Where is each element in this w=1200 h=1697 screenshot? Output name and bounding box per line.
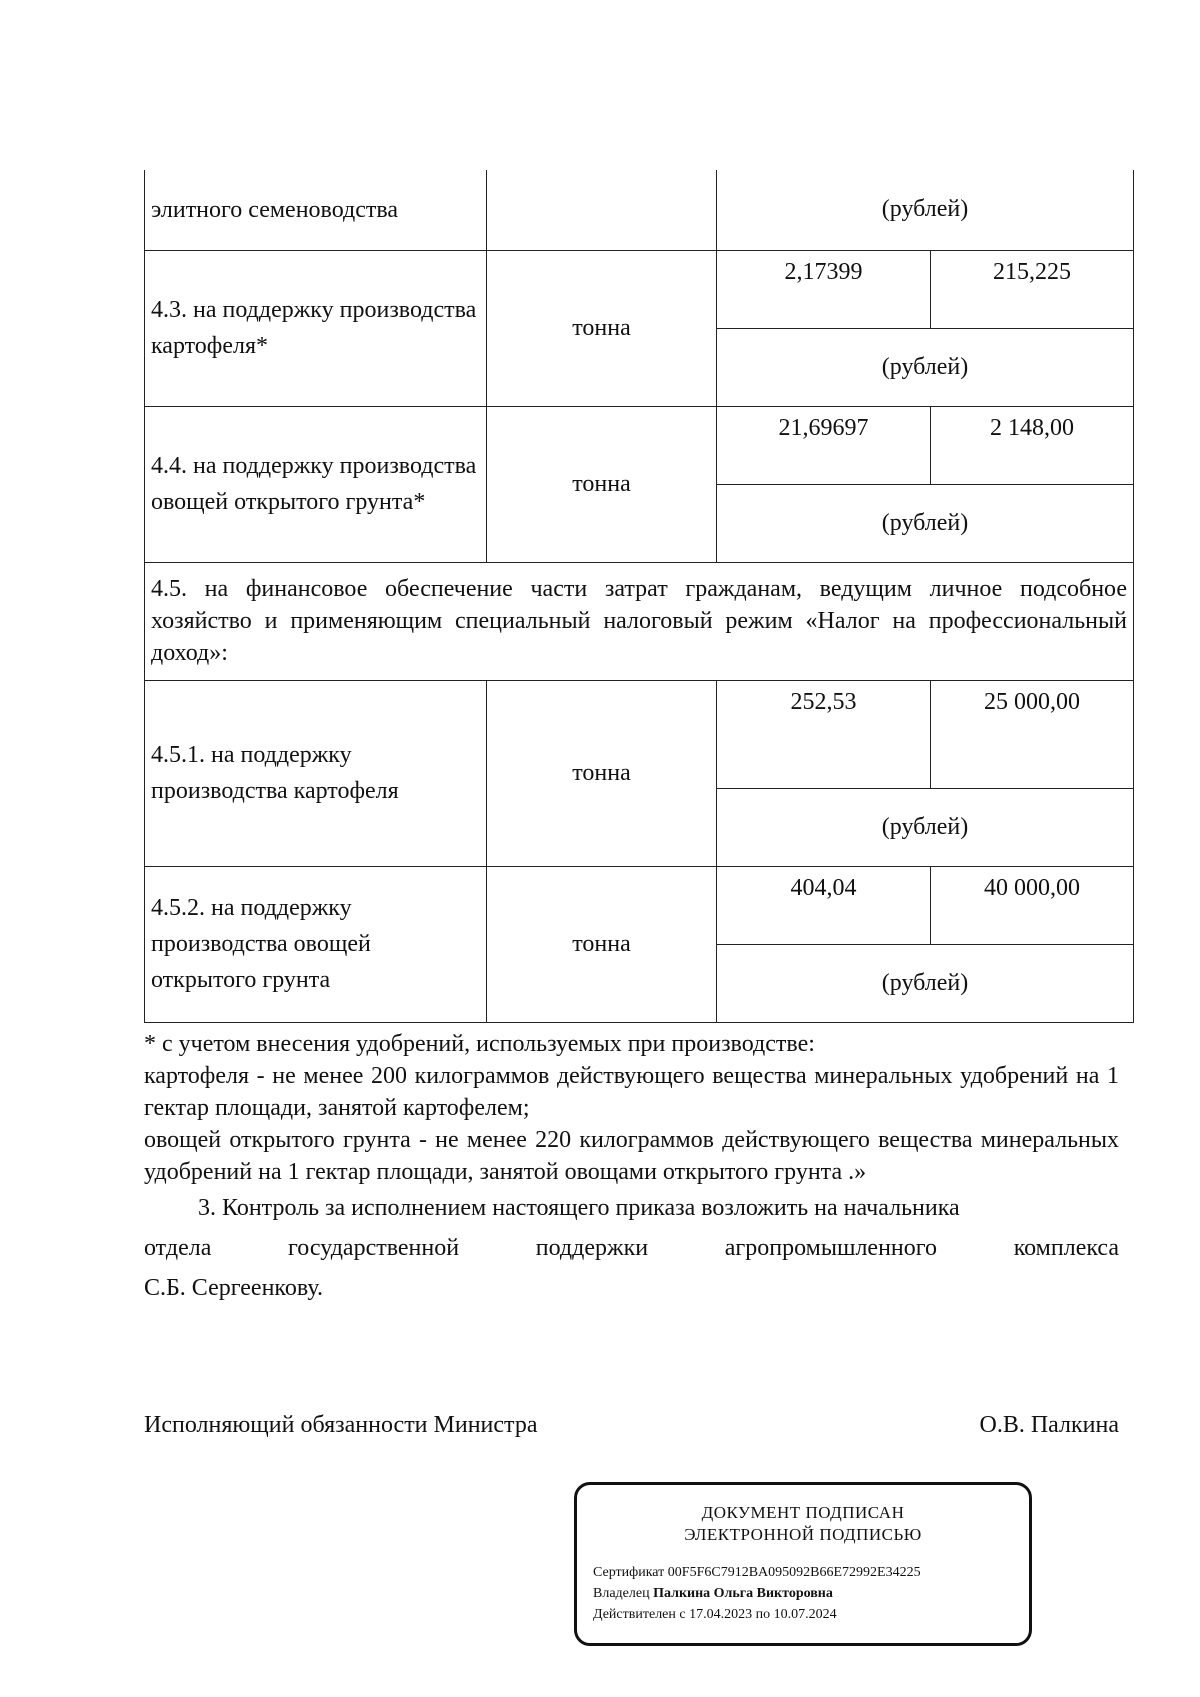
row-sum: 25 000,00 [931, 680, 1134, 788]
e-signature-stamp [574, 1482, 1032, 1646]
row-rate: 252,53 [717, 680, 931, 788]
row-note: (рублей) [717, 328, 1134, 406]
control-paragraph-line2: отдела государственной поддержки агропромышленного комплекса [144, 1235, 1119, 1261]
table-row [145, 170, 1134, 250]
row-name: 4.3. на поддержку производства картофеля* [145, 250, 487, 406]
stamp-title-line2: ЭЛЕКТРОННОЙ ПОДПИСЬЮ [684, 1525, 922, 1544]
stamp-validity: Действителен с 17.04.2023 по 10.07.2024 [593, 1607, 837, 1622]
stamp-cert-value: 00F5F6C7912BA095092B66E72992E34225 [667, 1565, 921, 1580]
signature-line [144, 1412, 1119, 1439]
potato-note: картофеля - не менее 200 килограммов действующего вещества минеральных удобрений на 1 гектар площади, занятой картофелем; [144, 1063, 1119, 1121]
row-unit: тонна [487, 680, 717, 866]
footnote: * с учетом внесения удобрений, используемых при производстве: [144, 1031, 815, 1057]
table-row [145, 250, 1134, 328]
subsidy-rates-table [144, 170, 1134, 1023]
stamp-owner-label: Владелец [593, 1586, 650, 1601]
control-paragraph-line3: С.Б. Сергеенкову. [144, 1275, 323, 1301]
table-row [145, 406, 1134, 484]
row-rate: 21,69697 [717, 406, 931, 484]
row-unit: тонна [487, 866, 717, 1022]
row-note: (рублей) [717, 944, 1134, 1022]
stamp-title-line1: ДОКУМЕНТ ПОДПИСАН [701, 1503, 905, 1522]
stamp-owner-value: Палкина Ольга Викторовна [653, 1586, 833, 1601]
stamp-cert-label: Сертификат [593, 1565, 665, 1580]
row-unit [487, 170, 717, 250]
table-row [145, 866, 1134, 944]
row-note: (рублей) [717, 484, 1134, 562]
row-name: 4.5.2. на поддержку производства овощей открытого грунта [145, 866, 487, 1022]
row-unit: тонна [487, 250, 717, 406]
row-name: 4.5.1. на поддержку производства картофеля [145, 680, 487, 866]
table-row [145, 680, 1134, 788]
stamp-title [577, 1502, 1029, 1546]
table-section-row [145, 562, 1134, 680]
row-name: элитного семеноводства [145, 170, 487, 250]
stamp-owner [593, 1583, 1029, 1604]
row-sum: 215,225 [931, 250, 1134, 328]
signer-name: О.В. Палкина [979, 1412, 1119, 1438]
signer-position: Исполняющий обязанности Министра [144, 1412, 538, 1438]
notes-block [144, 1028, 1119, 1308]
row-note: (рублей) [717, 788, 1134, 866]
row-rate: 2,17399 [717, 250, 931, 328]
row-name: 4.4. на поддержку производства овощей открытого грунта* [145, 406, 487, 562]
vegetables-note: овощей открытого грунта - не менее 220 килограммов действующего вещества минеральных удобрений на 1 гектар площади, занятой овощами открытого грунта .» [144, 1127, 1119, 1185]
control-paragraph-line1: 3. Контроль за исполнением настоящего приказа возложить на начальника [198, 1195, 960, 1221]
row-unit: тонна [487, 406, 717, 562]
row-rate: 404,04 [717, 866, 931, 944]
stamp-certificate [593, 1562, 1029, 1583]
section-heading: 4.5. на финансовое обеспечение части затрат гражданам, ведущим личное подсобное хозяйство и применяющим специальный налоговый режим «Налог на профессиональный доход»: [145, 562, 1134, 680]
row-note: (рублей) [717, 170, 1134, 250]
row-sum: 40 000,00 [931, 866, 1134, 944]
row-sum: 2 148,00 [931, 406, 1134, 484]
